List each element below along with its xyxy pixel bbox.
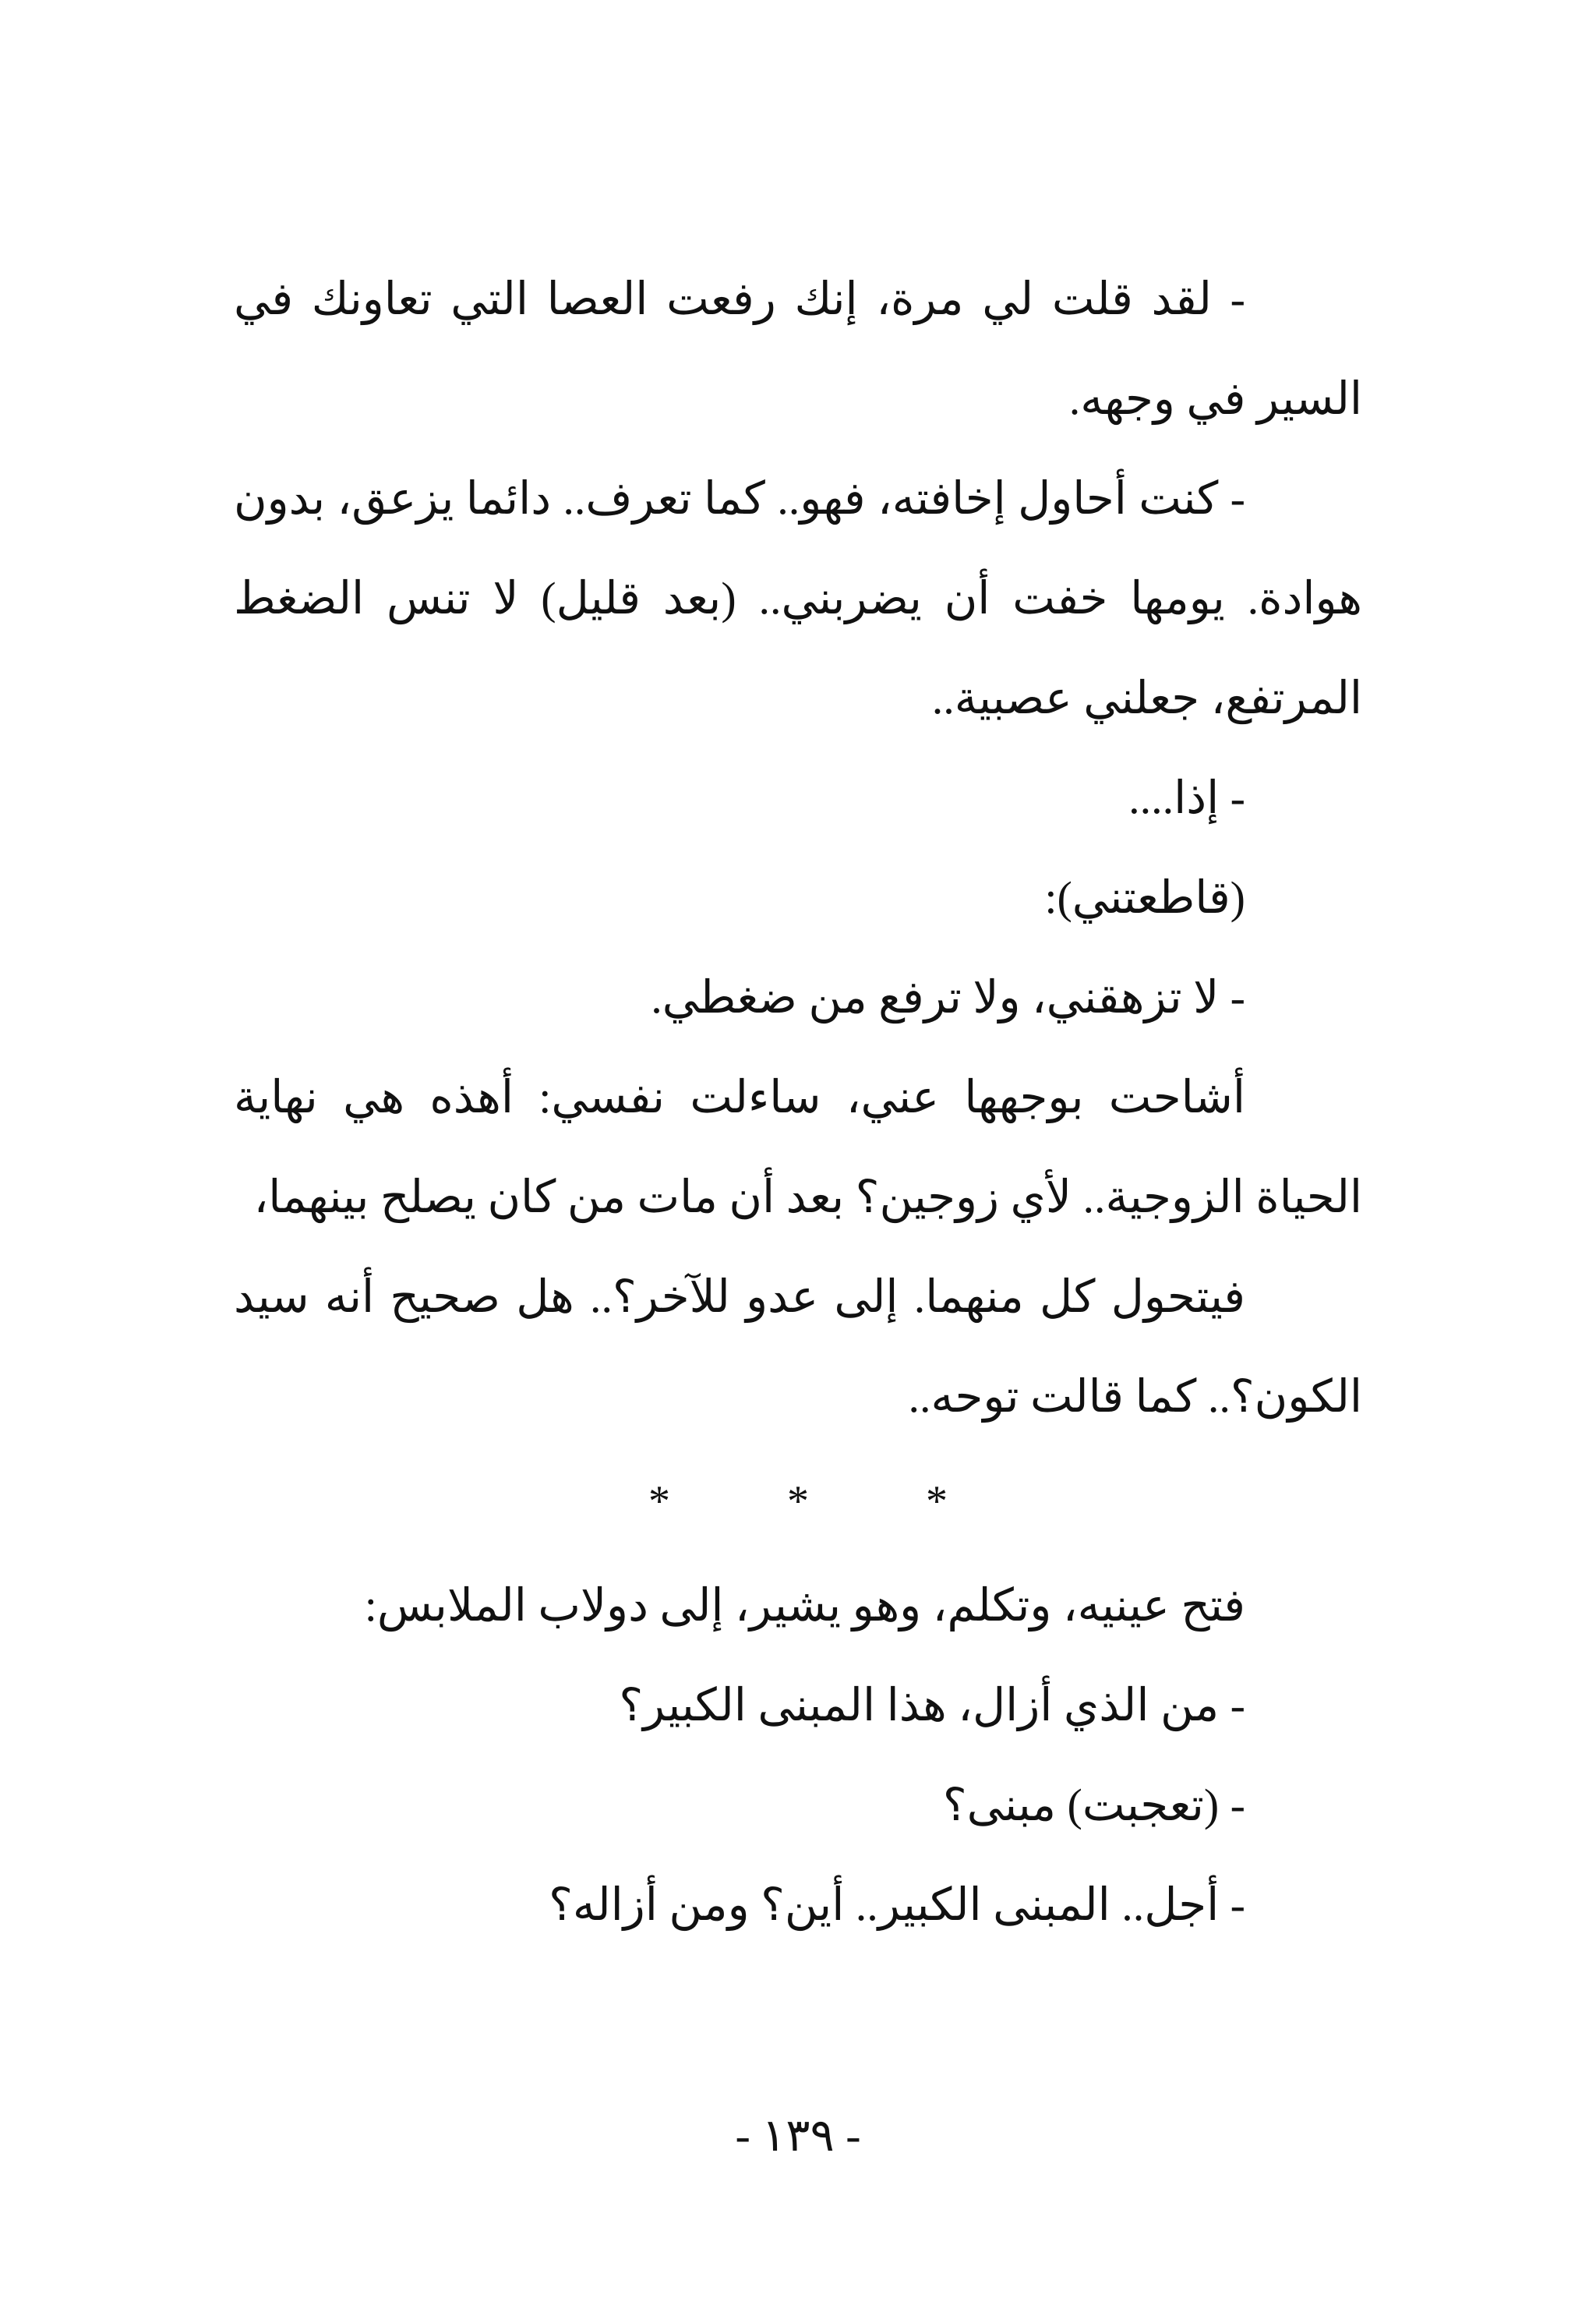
narration-paragraph: فيتحول كل منهما. إلى عدو للآخر؟.. هل صحيح أنه سيد الكون؟.. كما قالت توحه.. [234,1271,1362,1422]
page-number: - ١٣٩ - [735,2110,861,2161]
body-text [234,249,1362,1955]
dialogue-line: - لقد قلت لي مرة، إنك رفعت العصا التي تعاونك في السير في وجهه. [234,274,1362,424]
narration-paragraph: أشاحت بوجهها عني، ساءلت نفسي: أهذه هي نهاية الحياة الزوجية.. لأي زوجين؟ بعد أن مات من كان يصلح بينهما، [234,1072,1362,1222]
dialogue-line: - أجل.. المبنى الكبير.. أين؟ ومن أزاله؟ [549,1879,1245,1930]
narration-paragraph: فتح عينيه، وتكلم، وهو يشير، إلى دولاب الملابس: [364,1580,1245,1631]
separator-star: * [648,1477,670,1525]
dialogue-line: - كنت أحاول إخافته، فهو.. كما تعرف.. دائما يزعق، بدون هوادة. يومها خفت أن يضربني.. (بعد قليل) لا تنس الضغط المرتفع، جعلني عصبية.. [234,473,1362,723]
section-separator [234,1455,1362,1548]
dialogue-line: - من الذي أزال، هذا المبنى الكبير؟ [619,1680,1245,1731]
dialogue-line: - لا تزهقني، ولا ترفع من ضغطي. [651,972,1245,1023]
separator-star: * [787,1477,809,1525]
dialogue-line: - (تعجبت) مبنى؟ [942,1780,1245,1830]
stage-direction: (قاطعتني): [1044,872,1245,923]
separator-star: * [926,1477,948,1525]
dialogue-line: - إذا.... [1128,772,1245,823]
